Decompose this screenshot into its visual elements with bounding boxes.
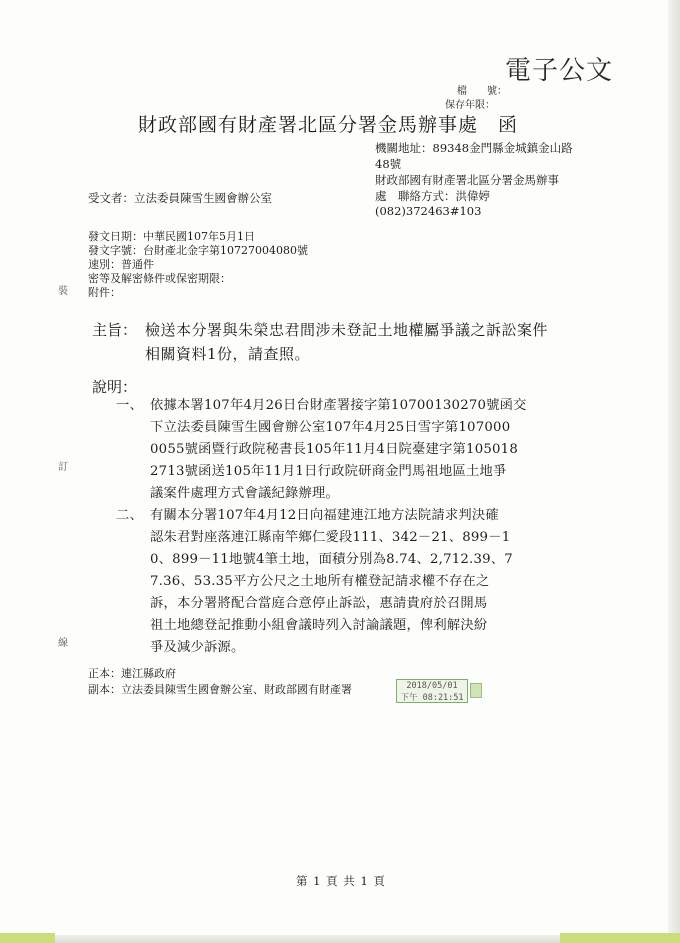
retention-period-label: 保存年限： — [445, 100, 495, 111]
copy-recipients: 副本：立法委員陳雪生國會辦公室、財政部國有財產署 — [88, 683, 352, 696]
agency-title: 財政部國有財產署北區分署金馬辦事處 函 — [138, 114, 519, 136]
binding-mark-1: 裝 — [58, 286, 68, 297]
explanation-line: 依據本署107年4月26日台財產署接字第10700130270號函交 — [150, 398, 527, 413]
binding-mark-3: 線 — [58, 638, 68, 649]
stamp-time: 下午 08:21:51 — [400, 693, 464, 703]
original-recipient: 正本：連江縣政府 — [88, 667, 176, 680]
paper-edge-right — [668, 0, 680, 943]
recipient: 受文者：立法委員陳雪生國會辦公室 — [88, 191, 272, 205]
explanation-line: 爭及減少訴源。 — [150, 640, 245, 655]
background-strip-left — [0, 933, 55, 943]
explanation-line: 認朱君對座落連江縣南竿鄉仁愛段111、342－21、899－1 — [150, 530, 511, 545]
file-number-label: 檔 號： — [457, 86, 507, 97]
issue-date: 發文日期：中華民國107年5月1日 — [88, 230, 255, 243]
background-strip-right — [560, 933, 680, 943]
explanation-heading: 說明： — [92, 378, 138, 396]
explanation-line: 議案件處理方式會議紀錄辦理。 — [150, 486, 339, 501]
timestamp-stamp — [396, 679, 468, 703]
explanation-line: 0055號函暨行政院秘書長105年11月4日院臺建字第105018 — [150, 442, 519, 457]
page-number: 第 1 頁 共 1 頁 — [296, 874, 386, 888]
stamp-date: 2018/05/01 — [406, 681, 458, 691]
explanation-line: 2713號函送105年11月1日行政院研商金門馬祖地區土地爭 — [150, 464, 507, 479]
explanation-line: 祖土地總登記推動小組會議時列入討論議題，俾利解決紛 — [150, 618, 488, 633]
explanation-line: 7.36、53.35平方公尺之土地所有權登記請求權不存在之 — [150, 574, 490, 589]
explanation-item-number: 二、 — [116, 508, 143, 523]
sender-phone: (082)372463#103 — [375, 204, 482, 218]
electronic-document-label: 電子公文 — [505, 56, 614, 86]
subject-heading: 主旨： — [92, 321, 138, 339]
sender-address-line2: 48號 — [375, 157, 402, 171]
sender-address-line1: 機關地址：89348金門縣金城鎮金山路 — [375, 141, 573, 155]
attachment: 附件： — [88, 286, 121, 299]
explanation-line: 下立法委員陳雪生國會辦公室107年4月25日雪字第107000 — [150, 420, 511, 435]
subject-line: 檢送本分署與朱榮忠君間涉未登記土地權屬爭議之訴訟案件 — [145, 321, 549, 339]
subject-line: 相關資料1份，請查照。 — [145, 345, 311, 363]
explanation-line: 0、899－11地號4筆土地，面積分別為8.74、2,712.39、7 — [150, 552, 513, 567]
sender-dept-line1: 財政部國有財產署北區分署金馬辦事 — [375, 173, 559, 187]
stamp-seal-icon — [470, 683, 482, 698]
sender-dept-line2: 處 聯絡方式：洪偉婷 — [375, 189, 490, 203]
binding-mark-2: 訂 — [58, 462, 68, 473]
delivery-speed: 速別：普通件 — [88, 258, 154, 271]
explanation-line: 有關本分署107年4月12日向福建連江地方法院請求判決確 — [150, 508, 499, 523]
document-number: 發文字號：台財產北金字第10727004080號 — [88, 244, 308, 257]
explanation-line: 訴，本分署將配合當庭合意停止訴訟，惠請貴府於召開馬 — [150, 596, 488, 611]
explanation-item-number: 一、 — [116, 398, 143, 413]
secrecy-level: 密等及解密條件或保密期限： — [88, 272, 231, 285]
